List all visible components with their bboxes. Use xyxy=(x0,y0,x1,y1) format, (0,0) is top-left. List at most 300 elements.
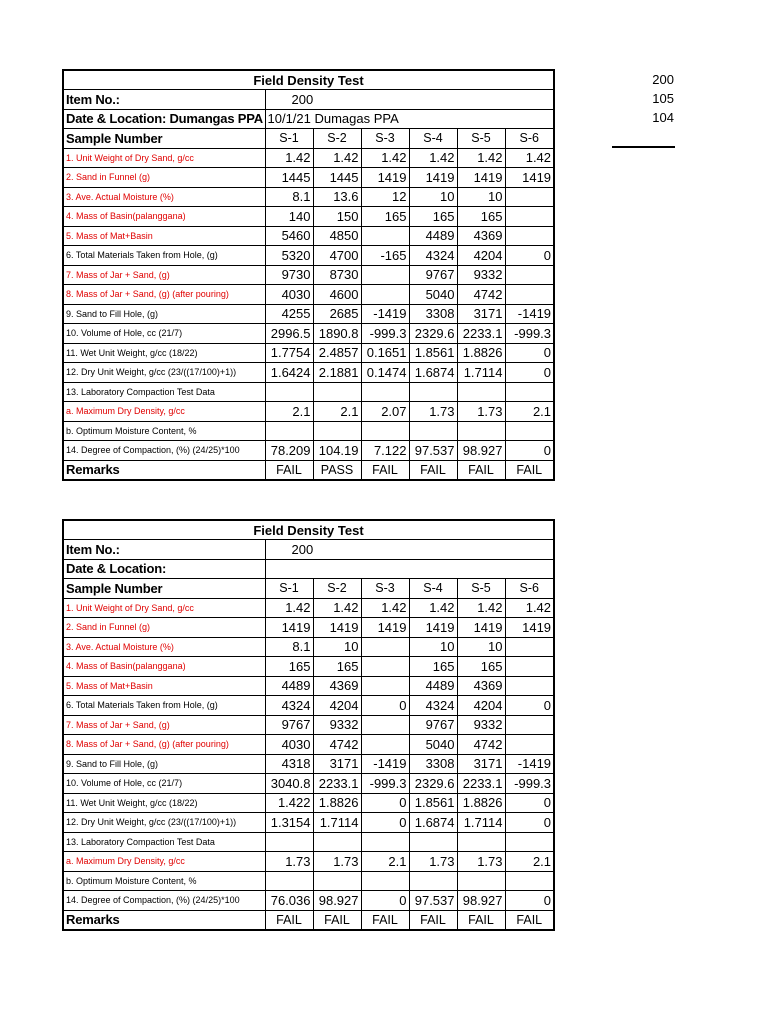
remark-cell: FAIL xyxy=(361,910,409,930)
value-cell xyxy=(265,382,313,402)
value-cell: 1419 xyxy=(505,168,554,188)
value-cell: 4600 xyxy=(313,285,361,305)
value-cell: 2.1 xyxy=(265,402,313,422)
value-cell: 9332 xyxy=(457,715,505,735)
table-row xyxy=(63,207,554,227)
value-cell: 2329.6 xyxy=(409,324,457,344)
value-cell: -999.3 xyxy=(361,324,409,344)
value-cell: 4204 xyxy=(313,696,361,716)
value-cell: 0 xyxy=(361,696,409,716)
row-label: 11. Wet Unit Weight, g/cc (18/22) xyxy=(63,343,265,363)
field-density-table-1 xyxy=(62,69,555,481)
value-cell: 1419 xyxy=(409,618,457,638)
row-label: 8. Mass of Jar + Sand, (g) (after pouring) xyxy=(63,285,265,305)
value-cell xyxy=(505,265,554,285)
sample-number-label: Sample Number xyxy=(63,579,265,599)
row-label: 5. Mass of Mat+Basin xyxy=(63,676,265,696)
value-cell: 1.73 xyxy=(409,402,457,422)
row-label: 4. Mass of Basin(palanggana) xyxy=(63,657,265,677)
value-cell: 8730 xyxy=(313,265,361,285)
row-label: 12. Dry Unit Weight, g/cc (23/((17/100)+1)) xyxy=(63,363,265,383)
value-cell xyxy=(457,832,505,852)
value-cell: 2233.1 xyxy=(457,324,505,344)
value-cell: 1.7114 xyxy=(457,363,505,383)
value-cell xyxy=(313,832,361,852)
value-cell: 0.1474 xyxy=(361,363,409,383)
value-cell: 1.42 xyxy=(505,598,554,618)
value-cell xyxy=(361,657,409,677)
value-cell: 2329.6 xyxy=(409,774,457,794)
value-cell: -999.3 xyxy=(361,774,409,794)
value-cell: 4369 xyxy=(457,676,505,696)
value-cell: 97.537 xyxy=(409,441,457,461)
row-label: 1. Unit Weight of Dry Sand, g/cc xyxy=(63,598,265,618)
value-cell: 9332 xyxy=(457,265,505,285)
value-cell xyxy=(313,421,361,441)
value-cell: 1445 xyxy=(313,168,361,188)
table-row xyxy=(63,735,554,755)
value-cell xyxy=(505,637,554,657)
value-cell: 1419 xyxy=(505,618,554,638)
value-cell: 10 xyxy=(457,187,505,207)
row-label: 9. Sand to Fill Hole, (g) xyxy=(63,754,265,774)
table-row xyxy=(63,382,554,402)
value-cell: 2.1881 xyxy=(313,363,361,383)
side-note-1: 200 xyxy=(652,72,674,87)
value-cell: 4204 xyxy=(457,696,505,716)
value-cell xyxy=(505,715,554,735)
value-cell: 1.42 xyxy=(457,148,505,168)
value-cell: 1.73 xyxy=(457,402,505,422)
value-cell: 9767 xyxy=(409,265,457,285)
value-cell: 2.4857 xyxy=(313,343,361,363)
value-cell: 98.927 xyxy=(313,891,361,911)
table-row xyxy=(63,246,554,266)
value-cell xyxy=(457,382,505,402)
value-cell: 1419 xyxy=(361,618,409,638)
table-2-date-label: Date & Location: xyxy=(63,559,265,579)
table-row xyxy=(63,304,554,324)
value-cell: 2.07 xyxy=(361,402,409,422)
row-label: 13. Laboratory Compaction Test Data xyxy=(63,832,265,852)
value-cell: 165 xyxy=(409,657,457,677)
value-cell xyxy=(361,226,409,246)
row-label: 8. Mass of Jar + Sand, (g) (after pouring) xyxy=(63,735,265,755)
value-cell xyxy=(313,871,361,891)
value-cell: 3308 xyxy=(409,754,457,774)
sample-number-label: Sample Number xyxy=(63,129,265,149)
value-cell: 1.42 xyxy=(505,148,554,168)
sample-header: S-4 xyxy=(409,579,457,599)
value-cell: 0 xyxy=(361,813,409,833)
value-cell: 1.6874 xyxy=(409,363,457,383)
row-label: 6. Total Materials Taken from Hole, (g) xyxy=(63,696,265,716)
row-label: 5. Mass of Mat+Basin xyxy=(63,226,265,246)
value-cell: 4489 xyxy=(409,676,457,696)
value-cell: 9767 xyxy=(265,715,313,735)
value-cell: 0.1651 xyxy=(361,343,409,363)
value-cell: 0 xyxy=(361,793,409,813)
table-1-remarks xyxy=(63,460,554,480)
value-cell: 1419 xyxy=(265,618,313,638)
sample-header: S-5 xyxy=(457,129,505,149)
value-cell: 1419 xyxy=(409,168,457,188)
value-cell: 5040 xyxy=(409,735,457,755)
value-cell: -1419 xyxy=(505,754,554,774)
value-cell: 13.6 xyxy=(313,187,361,207)
sample-header: S-5 xyxy=(457,579,505,599)
value-cell xyxy=(505,207,554,227)
value-cell: 0 xyxy=(505,246,554,266)
row-label: 14. Degree of Compaction, (%) (24/25)*100 xyxy=(63,891,265,911)
table-row xyxy=(63,637,554,657)
value-cell: 1.8826 xyxy=(457,793,505,813)
value-cell: 1419 xyxy=(457,168,505,188)
value-cell: 4324 xyxy=(409,246,457,266)
value-cell xyxy=(361,382,409,402)
side-divider xyxy=(612,146,675,148)
row-label: a. Maximum Dry Density, g/cc xyxy=(63,852,265,872)
table-2-item-label: Item No.: xyxy=(63,540,265,560)
value-cell: 4742 xyxy=(313,735,361,755)
field-density-table-2 xyxy=(62,519,555,931)
row-label: 10. Volume of Hole, cc (21/7) xyxy=(63,324,265,344)
value-cell: 1.73 xyxy=(265,852,313,872)
value-cell xyxy=(505,735,554,755)
sample-header: S-1 xyxy=(265,129,313,149)
value-cell xyxy=(265,871,313,891)
table-2-item-value xyxy=(265,540,554,560)
value-cell: 1.422 xyxy=(265,793,313,813)
remark-cell: FAIL xyxy=(505,460,554,480)
value-cell: 4030 xyxy=(265,735,313,755)
value-cell xyxy=(361,715,409,735)
value-cell: 165 xyxy=(313,657,361,677)
value-cell xyxy=(409,421,457,441)
value-cell: 1.7114 xyxy=(457,813,505,833)
row-label: b. Optimum Moisture Content, % xyxy=(63,421,265,441)
value-cell: 1.7114 xyxy=(313,813,361,833)
table-row xyxy=(63,598,554,618)
value-cell: 1.42 xyxy=(313,598,361,618)
value-cell xyxy=(313,382,361,402)
remark-cell: FAIL xyxy=(457,910,505,930)
value-cell: 4489 xyxy=(409,226,457,246)
value-cell: 12 xyxy=(361,187,409,207)
value-cell: -1419 xyxy=(505,304,554,324)
date-value-text: 10/1/21 Dumagas PPA xyxy=(267,111,399,127)
value-cell: 1890.8 xyxy=(313,324,361,344)
table-2-data-rows xyxy=(63,598,554,910)
value-cell: 78.209 xyxy=(265,441,313,461)
value-cell: 3308 xyxy=(409,304,457,324)
value-cell: 2.1 xyxy=(505,852,554,872)
value-cell xyxy=(361,871,409,891)
remark-cell: FAIL xyxy=(265,460,313,480)
value-cell xyxy=(505,285,554,305)
sample-header: S-1 xyxy=(265,579,313,599)
value-cell xyxy=(505,421,554,441)
value-cell xyxy=(505,657,554,677)
value-cell: 1.42 xyxy=(313,148,361,168)
value-cell xyxy=(361,735,409,755)
value-cell: 1.42 xyxy=(457,598,505,618)
value-cell xyxy=(361,676,409,696)
value-cell: 1.42 xyxy=(361,598,409,618)
remark-cell: FAIL xyxy=(313,910,361,930)
table-row xyxy=(63,168,554,188)
value-cell: 165 xyxy=(457,657,505,677)
value-cell: 9767 xyxy=(409,715,457,735)
table-row xyxy=(63,832,554,852)
value-cell xyxy=(361,265,409,285)
value-cell: 0 xyxy=(505,696,554,716)
sample-header: S-6 xyxy=(505,579,554,599)
value-cell: 3171 xyxy=(457,304,505,324)
table-row xyxy=(63,324,554,344)
table-row xyxy=(63,754,554,774)
value-cell: 4742 xyxy=(457,735,505,755)
value-cell xyxy=(361,285,409,305)
sample-header: S-3 xyxy=(361,129,409,149)
value-cell: 165 xyxy=(265,657,313,677)
table-1-title: Field Density Test xyxy=(63,70,554,90)
value-cell: 7.122 xyxy=(361,441,409,461)
value-cell: 4369 xyxy=(313,676,361,696)
value-cell xyxy=(505,676,554,696)
value-cell: 5460 xyxy=(265,226,313,246)
row-label: 14. Degree of Compaction, (%) (24/25)*100 xyxy=(63,441,265,461)
remarks-row xyxy=(63,460,554,480)
value-cell: 1419 xyxy=(361,168,409,188)
value-cell xyxy=(265,832,313,852)
value-cell xyxy=(361,832,409,852)
table-row xyxy=(63,285,554,305)
value-cell: 98.927 xyxy=(457,441,505,461)
value-cell: 1.8561 xyxy=(409,343,457,363)
side-note-3: 104 xyxy=(652,110,674,125)
value-cell: 4742 xyxy=(457,285,505,305)
value-cell: -1419 xyxy=(361,304,409,324)
value-cell: 1.6874 xyxy=(409,813,457,833)
remarks-row xyxy=(63,910,554,930)
value-cell: 97.537 xyxy=(409,891,457,911)
value-cell: 1.3154 xyxy=(265,813,313,833)
value-cell: 1.8561 xyxy=(409,793,457,813)
table-row xyxy=(63,343,554,363)
table-row xyxy=(63,363,554,383)
value-cell xyxy=(265,421,313,441)
value-cell: 4204 xyxy=(457,246,505,266)
value-cell: 4489 xyxy=(265,676,313,696)
value-cell: 165 xyxy=(457,207,505,227)
value-cell xyxy=(505,226,554,246)
sample-header: S-3 xyxy=(361,579,409,599)
table-1-item-label: Item No.: xyxy=(63,90,265,110)
value-cell: 1.73 xyxy=(457,852,505,872)
value-cell xyxy=(361,421,409,441)
value-cell: 4850 xyxy=(313,226,361,246)
value-cell: 10 xyxy=(313,637,361,657)
table-row xyxy=(63,715,554,735)
value-cell: 165 xyxy=(361,207,409,227)
table-2-body xyxy=(63,520,554,598)
table-1-item-value xyxy=(265,90,554,110)
remark-cell: FAIL xyxy=(457,460,505,480)
row-label: 7. Mass of Jar + Sand, (g) xyxy=(63,265,265,285)
value-cell: -999.3 xyxy=(505,774,554,794)
table-2-sample-row xyxy=(63,579,554,599)
value-cell: 1.42 xyxy=(409,598,457,618)
value-cell: 150 xyxy=(313,207,361,227)
value-cell: 1419 xyxy=(313,618,361,638)
value-cell: 4255 xyxy=(265,304,313,324)
row-label: 2. Sand in Funnel (g) xyxy=(63,618,265,638)
value-cell: 1.42 xyxy=(265,148,313,168)
value-cell: 3171 xyxy=(457,754,505,774)
value-cell: 9730 xyxy=(265,265,313,285)
item-value-text: 200 xyxy=(291,541,314,557)
table-row xyxy=(63,891,554,911)
value-cell: 4324 xyxy=(265,696,313,716)
row-label: a. Maximum Dry Density, g/cc xyxy=(63,402,265,422)
value-cell: 2.1 xyxy=(361,852,409,872)
value-cell: 0 xyxy=(505,813,554,833)
value-cell xyxy=(505,832,554,852)
table-row xyxy=(63,421,554,441)
value-cell: 2685 xyxy=(313,304,361,324)
remark-cell: FAIL xyxy=(409,460,457,480)
value-cell: 0 xyxy=(505,891,554,911)
row-label: 9. Sand to Fill Hole, (g) xyxy=(63,304,265,324)
value-cell xyxy=(505,187,554,207)
row-label: 3. Ave. Actual Moisture (%) xyxy=(63,637,265,657)
value-cell: 1.8826 xyxy=(457,343,505,363)
value-cell: 5040 xyxy=(409,285,457,305)
value-cell: 9332 xyxy=(313,715,361,735)
table-1-date-value xyxy=(265,109,554,129)
value-cell: 0 xyxy=(505,793,554,813)
value-cell xyxy=(457,421,505,441)
value-cell: -1419 xyxy=(361,754,409,774)
row-label: 10. Volume of Hole, cc (21/7) xyxy=(63,774,265,794)
row-label: 6. Total Materials Taken from Hole, (g) xyxy=(63,246,265,266)
row-label: 11. Wet Unit Weight, g/cc (18/22) xyxy=(63,793,265,813)
remark-cell: FAIL xyxy=(409,910,457,930)
row-label: 7. Mass of Jar + Sand, (g) xyxy=(63,715,265,735)
value-cell: 1.7754 xyxy=(265,343,313,363)
table-2-title: Field Density Test xyxy=(63,520,554,540)
row-label: b. Optimum Moisture Content, % xyxy=(63,871,265,891)
table-row xyxy=(63,402,554,422)
value-cell: 1.73 xyxy=(409,852,457,872)
table-row xyxy=(63,657,554,677)
remark-cell: FAIL xyxy=(361,460,409,480)
table-row xyxy=(63,187,554,207)
value-cell: 1.42 xyxy=(265,598,313,618)
table-row xyxy=(63,618,554,638)
value-cell xyxy=(505,382,554,402)
row-label: 2. Sand in Funnel (g) xyxy=(63,168,265,188)
row-label: 3. Ave. Actual Moisture (%) xyxy=(63,187,265,207)
row-label: 13. Laboratory Compaction Test Data xyxy=(63,382,265,402)
value-cell xyxy=(457,871,505,891)
table-2-remarks xyxy=(63,910,554,930)
table-row xyxy=(63,441,554,461)
value-cell: 165 xyxy=(409,207,457,227)
value-cell: 2233.1 xyxy=(457,774,505,794)
value-cell: 5320 xyxy=(265,246,313,266)
value-cell: 4700 xyxy=(313,246,361,266)
value-cell xyxy=(409,382,457,402)
value-cell: 10 xyxy=(457,637,505,657)
table-row xyxy=(63,871,554,891)
value-cell: 1.73 xyxy=(313,852,361,872)
value-cell: 2233.1 xyxy=(313,774,361,794)
value-cell: 4324 xyxy=(409,696,457,716)
value-cell: 76.036 xyxy=(265,891,313,911)
row-label: 1. Unit Weight of Dry Sand, g/cc xyxy=(63,148,265,168)
value-cell: 0 xyxy=(505,441,554,461)
table-1-body xyxy=(63,70,554,148)
sample-header: S-2 xyxy=(313,579,361,599)
value-cell: 1.42 xyxy=(361,148,409,168)
value-cell: -165 xyxy=(361,246,409,266)
value-cell: 0 xyxy=(361,891,409,911)
value-cell: 4369 xyxy=(457,226,505,246)
table-row xyxy=(63,148,554,168)
value-cell: 2996.5 xyxy=(265,324,313,344)
value-cell: 1419 xyxy=(457,618,505,638)
table-row xyxy=(63,793,554,813)
value-cell: 1.8826 xyxy=(313,793,361,813)
value-cell xyxy=(505,871,554,891)
value-cell: 3040.8 xyxy=(265,774,313,794)
value-cell: 3171 xyxy=(313,754,361,774)
table-1-sample-row xyxy=(63,129,554,149)
value-cell: 8.1 xyxy=(265,187,313,207)
table-row xyxy=(63,852,554,872)
row-label: 4. Mass of Basin(palanggana) xyxy=(63,207,265,227)
value-cell: 10 xyxy=(409,637,457,657)
remark-cell: FAIL xyxy=(505,910,554,930)
value-cell: 10 xyxy=(409,187,457,207)
value-cell: 1.6424 xyxy=(265,363,313,383)
table-2-date-value xyxy=(265,559,554,579)
table-1-date-label: Date & Location: Dumangas PPA xyxy=(63,109,265,129)
sample-header: S-4 xyxy=(409,129,457,149)
remarks-label: Remarks xyxy=(63,460,265,480)
value-cell xyxy=(409,832,457,852)
sample-header: S-2 xyxy=(313,129,361,149)
table-row xyxy=(63,813,554,833)
value-cell: -999.3 xyxy=(505,324,554,344)
table-row xyxy=(63,696,554,716)
value-cell: 1.42 xyxy=(409,148,457,168)
value-cell: 4030 xyxy=(265,285,313,305)
value-cell: 0 xyxy=(505,363,554,383)
value-cell: 2.1 xyxy=(505,402,554,422)
table-1-data-rows xyxy=(63,148,554,460)
value-cell: 8.1 xyxy=(265,637,313,657)
value-cell: 0 xyxy=(505,343,554,363)
value-cell: 140 xyxy=(265,207,313,227)
table-row xyxy=(63,226,554,246)
sample-header: S-6 xyxy=(505,129,554,149)
table-row xyxy=(63,676,554,696)
value-cell: 2.1 xyxy=(313,402,361,422)
table-row xyxy=(63,774,554,794)
